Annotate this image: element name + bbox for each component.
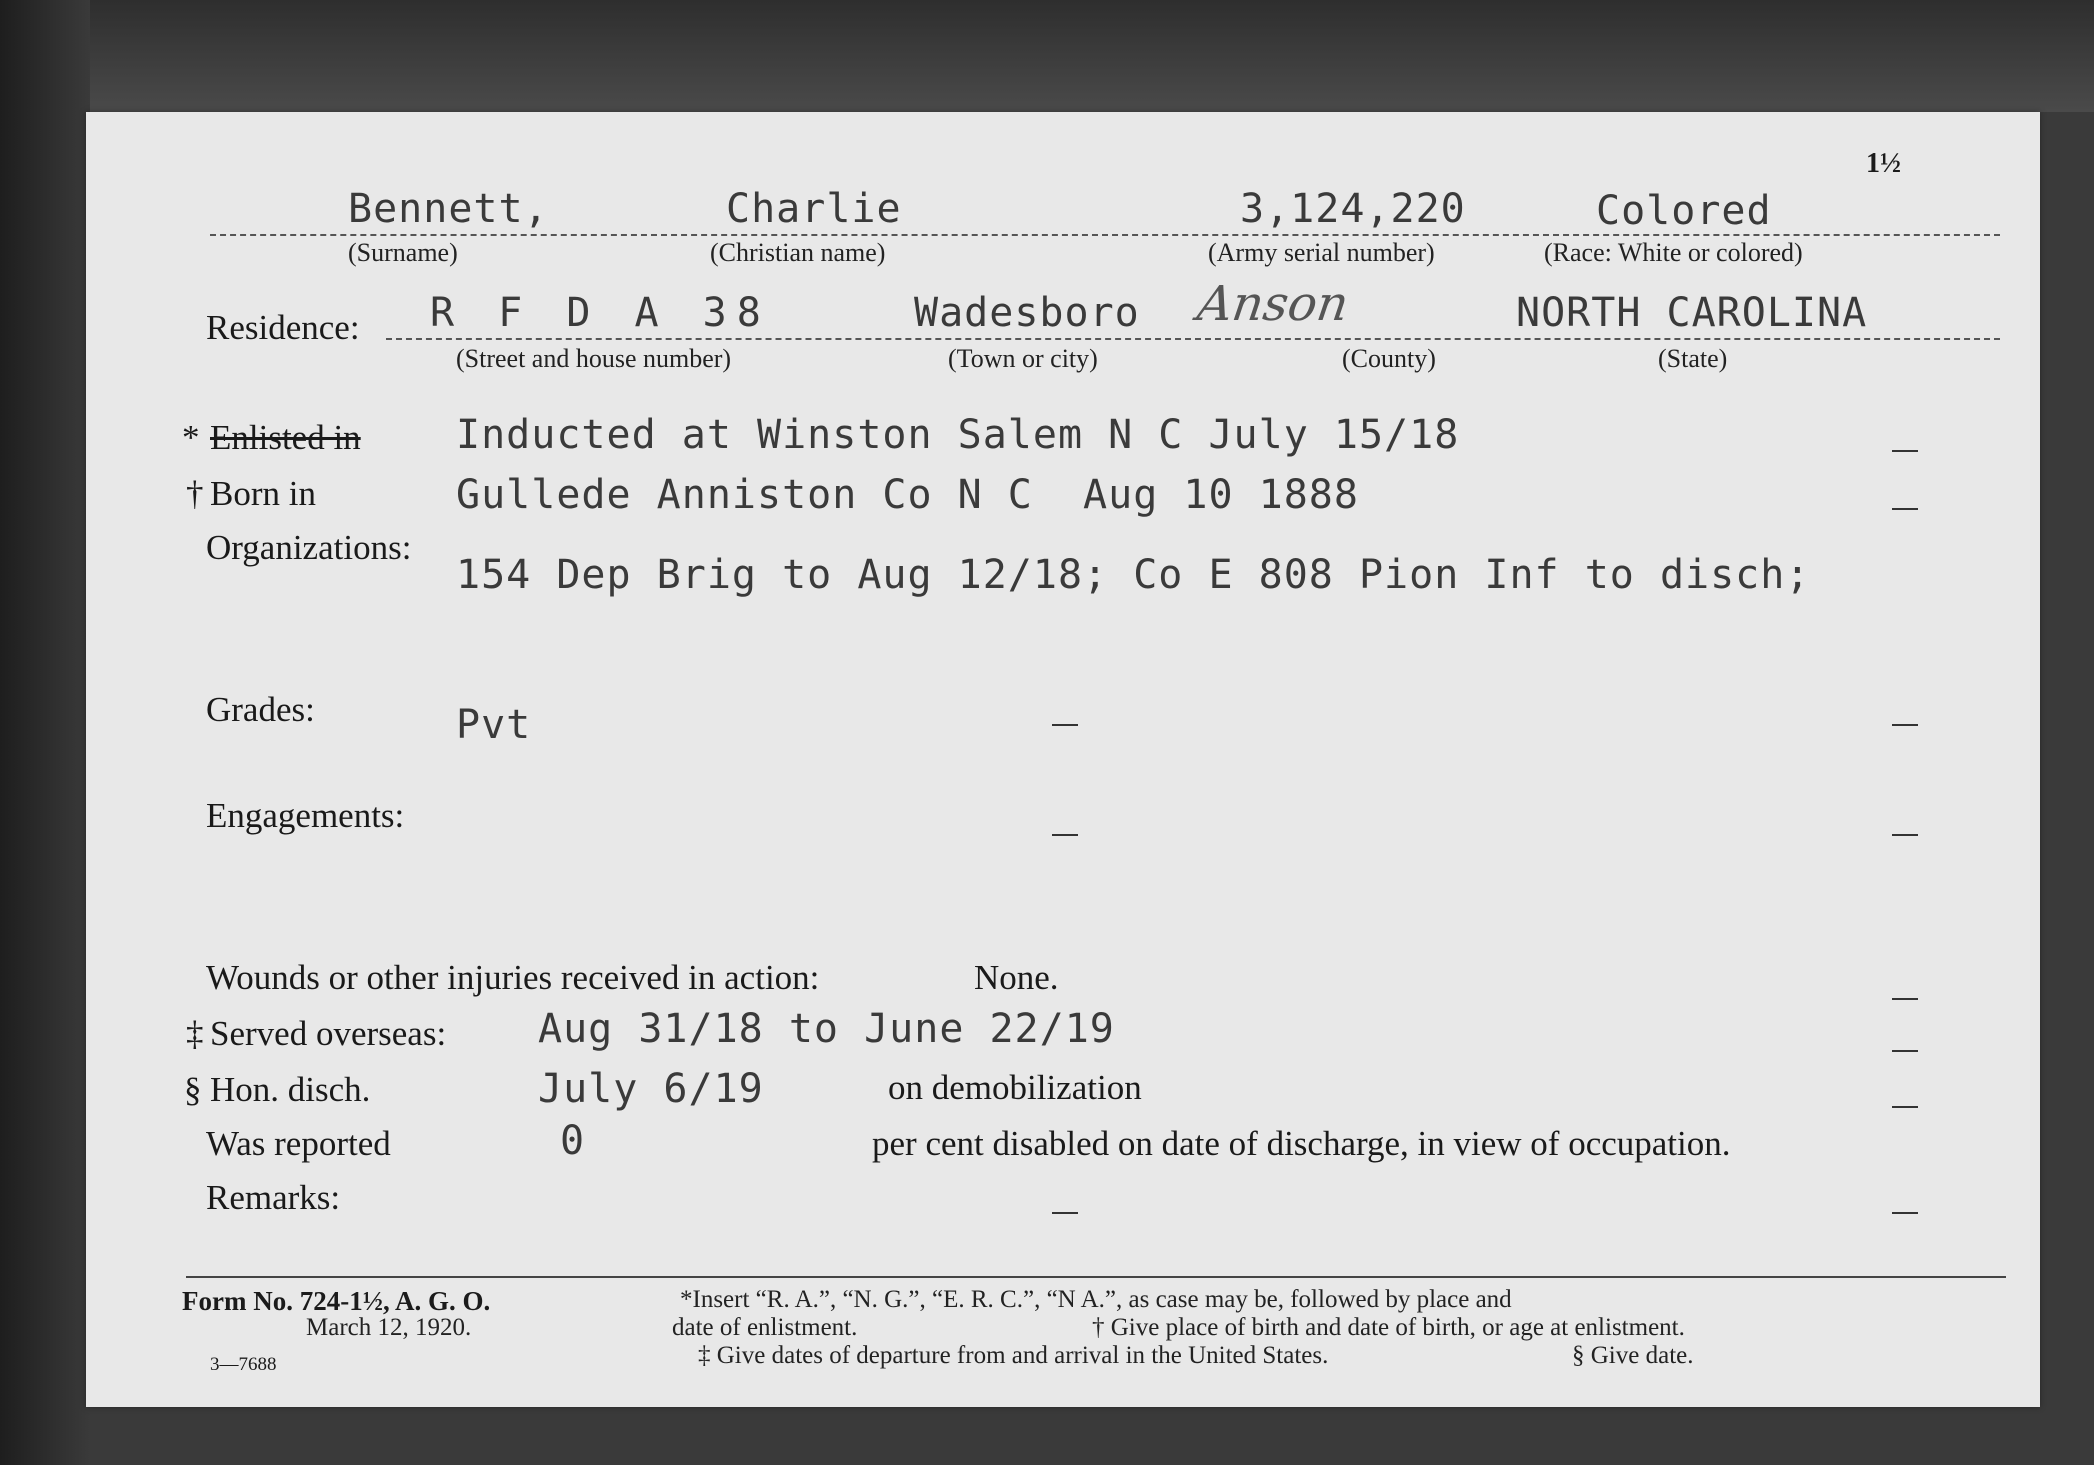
grades-mid-mark (1052, 724, 1078, 726)
engagements-end-mark (1892, 834, 1918, 836)
christian-name-value: Charlie (726, 186, 902, 232)
footer-note-2: date of enlistment. (672, 1314, 858, 1341)
engagements-label: Engagements: (206, 796, 405, 835)
hon-disch-mark: § (184, 1070, 202, 1109)
county-caption: (County) (1342, 344, 1436, 373)
form-number: Form No. 724-1½, A. G. O. (182, 1286, 491, 1316)
enlisted-end-mark (1892, 450, 1918, 452)
born-end-mark (1892, 508, 1918, 510)
served-overseas-end-mark (1892, 1050, 1918, 1052)
born-value: Gullede Anniston Co N C Aug 10 1888 (456, 472, 1359, 518)
born-label: Born in (210, 474, 316, 513)
hon-disch-value: July 6/19 (538, 1066, 764, 1112)
service-record-card (86, 112, 2040, 1407)
remarks-label: Remarks: (206, 1178, 341, 1217)
footer-note-5: § Give date. (1572, 1342, 1694, 1369)
reported-label: Was reported (206, 1124, 391, 1163)
wounds-value: None. (974, 958, 1059, 997)
serial-number-caption: (Army serial number) (1208, 238, 1435, 267)
residence-underline (386, 338, 2000, 340)
town-value: Wadesboro (914, 290, 1140, 336)
residence-label: Residence: (206, 308, 360, 347)
served-overseas-mark: ‡ (186, 1014, 204, 1053)
name-underline (210, 234, 2000, 236)
enlisted-value: Inducted at Winston Salem N C July 15/18 (456, 412, 1460, 458)
form-date: March 12, 1920. (306, 1314, 472, 1341)
remarks-end-mark (1892, 1212, 1918, 1214)
state-value: NORTH CAROLINA (1516, 290, 1868, 336)
surname-value: Bennett, (348, 186, 549, 232)
hon-disch-end-mark (1892, 1106, 1918, 1108)
corner-mark: 1½ (1866, 148, 1901, 179)
race-caption: (Race: White or colored) (1544, 238, 1803, 267)
footer-note-1: *Insert “R. A.”, “N. G.”, “E. R. C.”, “N A.”, as case may be, followed by place and (680, 1286, 1512, 1313)
surname-caption: (Surname) (348, 238, 458, 267)
reported-value: 0 (560, 1118, 586, 1164)
engagements-mid-mark (1052, 834, 1078, 836)
serial-number-value: 3,124,220 (1240, 186, 1466, 232)
born-mark: † (186, 474, 204, 513)
hon-disch-label: Hon. disch. (210, 1070, 371, 1109)
enlisted-label: Enlisted in (210, 418, 361, 457)
race-value: Colored (1596, 188, 1772, 234)
scan-background-left (0, 0, 90, 1465)
organizations-value: 154 Dep Brig to Aug 12/18; Co E 808 Pion Inf to disch; (456, 552, 1811, 598)
county-value-handwritten: Anson (1194, 276, 1352, 332)
street-caption: (Street and house number) (456, 344, 732, 373)
wounds-label: Wounds or other injuries received in action: (206, 958, 820, 997)
served-overseas-value: Aug 31/18 to June 22/19 (538, 1006, 1115, 1052)
footer-note-4: ‡ Give dates of departure from and arrival in the United States. (698, 1342, 1329, 1369)
organizations-label: Organizations: (206, 528, 412, 567)
grades-value: Pvt (456, 702, 532, 748)
state-caption: (State) (1658, 344, 1728, 373)
hon-disch-suffix: on demobilization (888, 1068, 1142, 1107)
footer-note-3: † Give place of birth and date of birth, or age at enlistment. (1092, 1314, 1685, 1341)
reported-suffix: per cent disabled on date of discharge, in view of occupation. (872, 1124, 1731, 1163)
enlisted-mark: * (182, 418, 200, 457)
print-code: 3—7688 (210, 1354, 277, 1375)
wounds-end-mark (1892, 998, 1918, 1000)
christian-name-caption: (Christian name) (710, 238, 886, 267)
footer-rule (186, 1276, 2006, 1278)
town-caption: (Town or city) (948, 344, 1098, 373)
served-overseas-label: Served overseas: (210, 1014, 447, 1053)
grades-label: Grades: (206, 690, 315, 729)
street-value: R F D A 38 (430, 290, 771, 336)
remarks-mid-mark (1052, 1212, 1078, 1214)
scan-background-top (0, 0, 2094, 112)
grades-end-mark (1892, 724, 1918, 726)
